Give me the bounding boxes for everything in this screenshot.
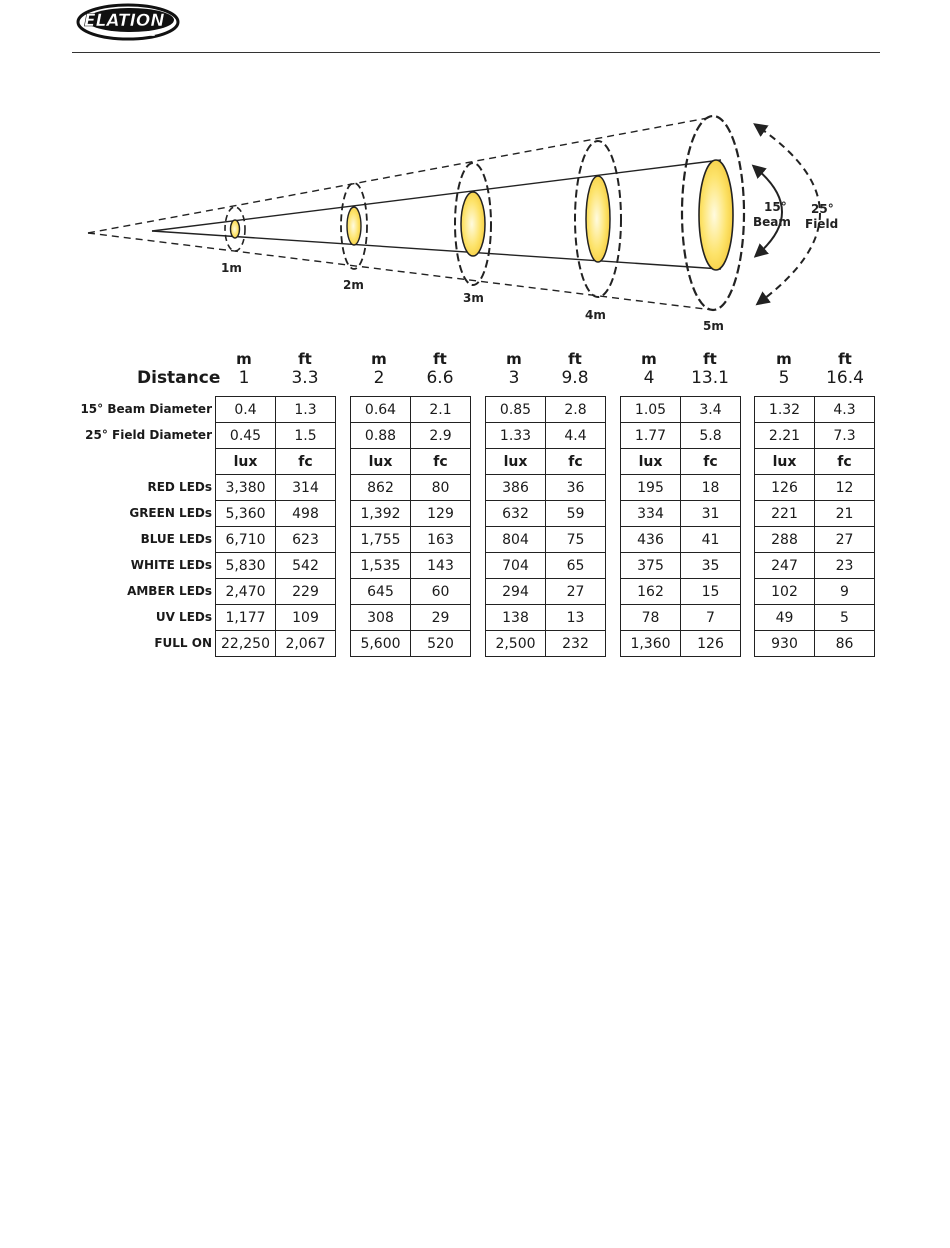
distance-marker-4m: 4m: [585, 308, 606, 322]
lux-value-cell: 49: [755, 605, 815, 631]
fc-value-cell: 542: [276, 553, 336, 579]
logo-subtext: PROFESSIONAL: [112, 32, 155, 38]
table-row: [351, 553, 471, 579]
field-diameter-m-cell: 0.45: [216, 423, 276, 449]
beam-diameter-ft-cell: 2.8: [546, 397, 606, 423]
fc-unit-cell: fc: [681, 449, 741, 475]
group-3-ft-header: ft: [568, 350, 582, 368]
distance-marker-3m: 3m: [463, 291, 484, 305]
distance-marker-2m: 2m: [343, 278, 364, 292]
lux-value-cell: 22,250: [216, 631, 276, 657]
table-row: [216, 501, 336, 527]
beam-diameter-m-cell: 1.05: [621, 397, 681, 423]
lux-value-cell: 5,830: [216, 553, 276, 579]
lux-unit-cell: lux: [755, 449, 815, 475]
group-2-ft-header: ft: [433, 350, 447, 368]
group-2-m-value: 2: [373, 368, 385, 388]
table-row: [486, 605, 606, 631]
lux-value-cell: 862: [351, 475, 411, 501]
fc-value-cell: 623: [276, 527, 336, 553]
lux-value-cell: 2,500: [486, 631, 546, 657]
lux-value-cell: 804: [486, 527, 546, 553]
table-row: [216, 579, 336, 605]
table-row: [351, 423, 471, 449]
lux-value-cell: 1,535: [351, 553, 411, 579]
group-5-ft-value: 16.4: [826, 368, 864, 388]
beam-diameter-m-cell: 1.32: [755, 397, 815, 423]
fc-value-cell: 60: [411, 579, 471, 605]
distance-group-4m: [620, 396, 741, 657]
fc-value-cell: 143: [411, 553, 471, 579]
table-row: [216, 449, 336, 475]
fc-value-cell: 59: [546, 501, 606, 527]
fc-value-cell: 7: [681, 605, 741, 631]
fc-value-cell: 520: [411, 631, 471, 657]
table-row: [486, 397, 606, 423]
table-row: [216, 553, 336, 579]
lux-value-cell: 3,380: [216, 475, 276, 501]
fc-value-cell: 9: [815, 579, 875, 605]
fc-value-cell: 18: [681, 475, 741, 501]
field-diameter-ft-cell: 7.3: [815, 423, 875, 449]
beam-diameter-m-cell: 0.4: [216, 397, 276, 423]
lux-value-cell: 195: [621, 475, 681, 501]
fc-value-cell: 109: [276, 605, 336, 631]
row-label-field-diameter: 25° Field Diameter: [85, 428, 212, 442]
fc-value-cell: 5: [815, 605, 875, 631]
row-label-blue-leds: BLUE LEDs: [140, 532, 212, 546]
lux-value-cell: 162: [621, 579, 681, 605]
lux-value-cell: 632: [486, 501, 546, 527]
fc-value-cell: 163: [411, 527, 471, 553]
lux-value-cell: 1,755: [351, 527, 411, 553]
distance-group-2m: [350, 396, 471, 657]
lux-value-cell: 308: [351, 605, 411, 631]
fc-value-cell: 13: [546, 605, 606, 631]
group-3-ft-value: 9.8: [561, 368, 589, 388]
group-4-m-value: 4: [643, 368, 655, 388]
fc-value-cell: 65: [546, 553, 606, 579]
distance-label: Distance: [137, 368, 221, 388]
row-label-amber-leds: AMBER LEDs: [127, 584, 212, 598]
beam-diameter-ft-cell: 1.3: [276, 397, 336, 423]
fc-unit-cell: fc: [815, 449, 875, 475]
table-row: [486, 449, 606, 475]
table-row: [621, 501, 741, 527]
group-1-m-value: 1: [238, 368, 250, 388]
row-label-full-on: FULL ON: [154, 636, 212, 650]
table-row: [486, 475, 606, 501]
table-row: [351, 631, 471, 657]
fc-unit-cell: fc: [546, 449, 606, 475]
table-row: [755, 475, 875, 501]
fc-value-cell: 29: [411, 605, 471, 631]
field-diameter-ft-cell: 1.5: [276, 423, 336, 449]
table-row: [216, 631, 336, 657]
lux-value-cell: 102: [755, 579, 815, 605]
table-row: [351, 501, 471, 527]
table-row: [351, 527, 471, 553]
fc-value-cell: 232: [546, 631, 606, 657]
group-4-m-header: m: [641, 350, 657, 368]
table-row: [755, 501, 875, 527]
fc-value-cell: 314: [276, 475, 336, 501]
table-row: [755, 423, 875, 449]
table-row: [486, 501, 606, 527]
table-row: [755, 527, 875, 553]
group-5-m-value: 5: [778, 368, 790, 388]
lux-value-cell: 6,710: [216, 527, 276, 553]
lux-value-cell: 1,177: [216, 605, 276, 631]
group-1-ft-header: ft: [298, 350, 312, 368]
fc-unit-cell: fc: [411, 449, 471, 475]
fc-value-cell: 23: [815, 553, 875, 579]
lux-value-cell: 704: [486, 553, 546, 579]
table-row: [216, 397, 336, 423]
field-word-label: Field: [805, 217, 839, 231]
lux-unit-cell: lux: [351, 449, 411, 475]
table-row: [755, 631, 875, 657]
distance-group-3m: [485, 396, 606, 657]
field-angle-label: 25°: [811, 202, 834, 216]
fc-unit-cell: fc: [276, 449, 336, 475]
field-diameter-m-cell: 1.77: [621, 423, 681, 449]
beam-diameter-ft-cell: 3.4: [681, 397, 741, 423]
field-diameter-m-cell: 2.21: [755, 423, 815, 449]
table-row: [486, 527, 606, 553]
beam-angle-label: 15°: [764, 200, 787, 214]
group-4-ft-header: ft: [703, 350, 717, 368]
table-row: [621, 579, 741, 605]
group-1-ft-value: 3.3: [291, 368, 319, 388]
table-row: [216, 605, 336, 631]
table-row: [351, 605, 471, 631]
group-1-m-header: m: [236, 350, 252, 368]
group-3-m-header: m: [506, 350, 522, 368]
fc-value-cell: 12: [815, 475, 875, 501]
lux-value-cell: 221: [755, 501, 815, 527]
logo-text: ELATION: [84, 11, 165, 31]
field-diameter-ft-cell: 4.4: [546, 423, 606, 449]
lux-value-cell: 247: [755, 553, 815, 579]
lux-unit-cell: lux: [621, 449, 681, 475]
lux-value-cell: 334: [621, 501, 681, 527]
row-label-white-leds: WHITE LEDs: [130, 558, 212, 572]
lux-value-cell: 436: [621, 527, 681, 553]
table-row: [351, 579, 471, 605]
fc-value-cell: 80: [411, 475, 471, 501]
group-5-m-header: m: [776, 350, 792, 368]
table-row: [486, 553, 606, 579]
row-label-red-leds: RED LEDs: [147, 480, 212, 494]
table-row: [351, 397, 471, 423]
lux-unit-cell: lux: [486, 449, 546, 475]
fc-value-cell: 35: [681, 553, 741, 579]
fc-value-cell: 21: [815, 501, 875, 527]
table-row: [621, 423, 741, 449]
table-row: [621, 527, 741, 553]
table-row: [621, 553, 741, 579]
lux-value-cell: 78: [621, 605, 681, 631]
distance-marker-1m: 1m: [221, 261, 242, 275]
lux-value-cell: 1,392: [351, 501, 411, 527]
fc-value-cell: 126: [681, 631, 741, 657]
lux-value-cell: 294: [486, 579, 546, 605]
group-2-m-header: m: [371, 350, 387, 368]
row-label-beam-diameter: 15° Beam Diameter: [80, 402, 212, 416]
group-3-m-value: 3: [508, 368, 520, 388]
table-row: [621, 449, 741, 475]
lux-value-cell: 645: [351, 579, 411, 605]
fc-value-cell: 129: [411, 501, 471, 527]
table-row: [216, 423, 336, 449]
fc-value-cell: 27: [815, 527, 875, 553]
lux-value-cell: 5,360: [216, 501, 276, 527]
fc-value-cell: 75: [546, 527, 606, 553]
table-row: [755, 579, 875, 605]
table-row: [755, 449, 875, 475]
beam-diameter-m-cell: 0.85: [486, 397, 546, 423]
table-row: [486, 579, 606, 605]
table-row: [621, 475, 741, 501]
lux-value-cell: 375: [621, 553, 681, 579]
table-row: [755, 397, 875, 423]
lux-value-cell: 2,470: [216, 579, 276, 605]
fc-value-cell: 27: [546, 579, 606, 605]
lux-value-cell: 138: [486, 605, 546, 631]
beam-diameter-ft-cell: 2.1: [411, 397, 471, 423]
table-row: [486, 631, 606, 657]
distance-group-1m: [215, 396, 336, 657]
lux-value-cell: 386: [486, 475, 546, 501]
distance-marker-5m: 5m: [703, 319, 724, 333]
table-row: [755, 553, 875, 579]
distance-group-5m: [754, 396, 875, 657]
beam-diameter-m-cell: 0.64: [351, 397, 411, 423]
lux-value-cell: 5,600: [351, 631, 411, 657]
table-row: [351, 449, 471, 475]
field-diameter-m-cell: 0.88: [351, 423, 411, 449]
beam-word-label: Beam: [753, 215, 791, 229]
fc-value-cell: 229: [276, 579, 336, 605]
table-row: [621, 631, 741, 657]
fc-value-cell: 498: [276, 501, 336, 527]
fc-value-cell: 31: [681, 501, 741, 527]
table-row: [621, 605, 741, 631]
field-diameter-ft-cell: 5.8: [681, 423, 741, 449]
table-row: [216, 475, 336, 501]
row-label-green-leds: GREEN LEDs: [129, 506, 212, 520]
group-5-ft-header: ft: [838, 350, 852, 368]
table-row: [351, 475, 471, 501]
row-label-uv-leds: UV LEDs: [155, 610, 212, 624]
table-row: [621, 397, 741, 423]
fc-value-cell: 41: [681, 527, 741, 553]
field-diameter-ft-cell: 2.9: [411, 423, 471, 449]
table-row: [216, 527, 336, 553]
beam-diameter-ft-cell: 4.3: [815, 397, 875, 423]
group-4-ft-value: 13.1: [691, 368, 729, 388]
fc-value-cell: 86: [815, 631, 875, 657]
lux-unit-cell: lux: [216, 449, 276, 475]
lux-value-cell: 1,360: [621, 631, 681, 657]
lux-value-cell: 126: [755, 475, 815, 501]
table-row: [755, 605, 875, 631]
group-2-ft-value: 6.6: [426, 368, 454, 388]
fc-value-cell: 15: [681, 579, 741, 605]
fc-value-cell: 36: [546, 475, 606, 501]
table-row: [486, 423, 606, 449]
field-diameter-m-cell: 1.33: [486, 423, 546, 449]
lux-value-cell: 288: [755, 527, 815, 553]
fc-value-cell: 2,067: [276, 631, 336, 657]
lux-value-cell: 930: [755, 631, 815, 657]
